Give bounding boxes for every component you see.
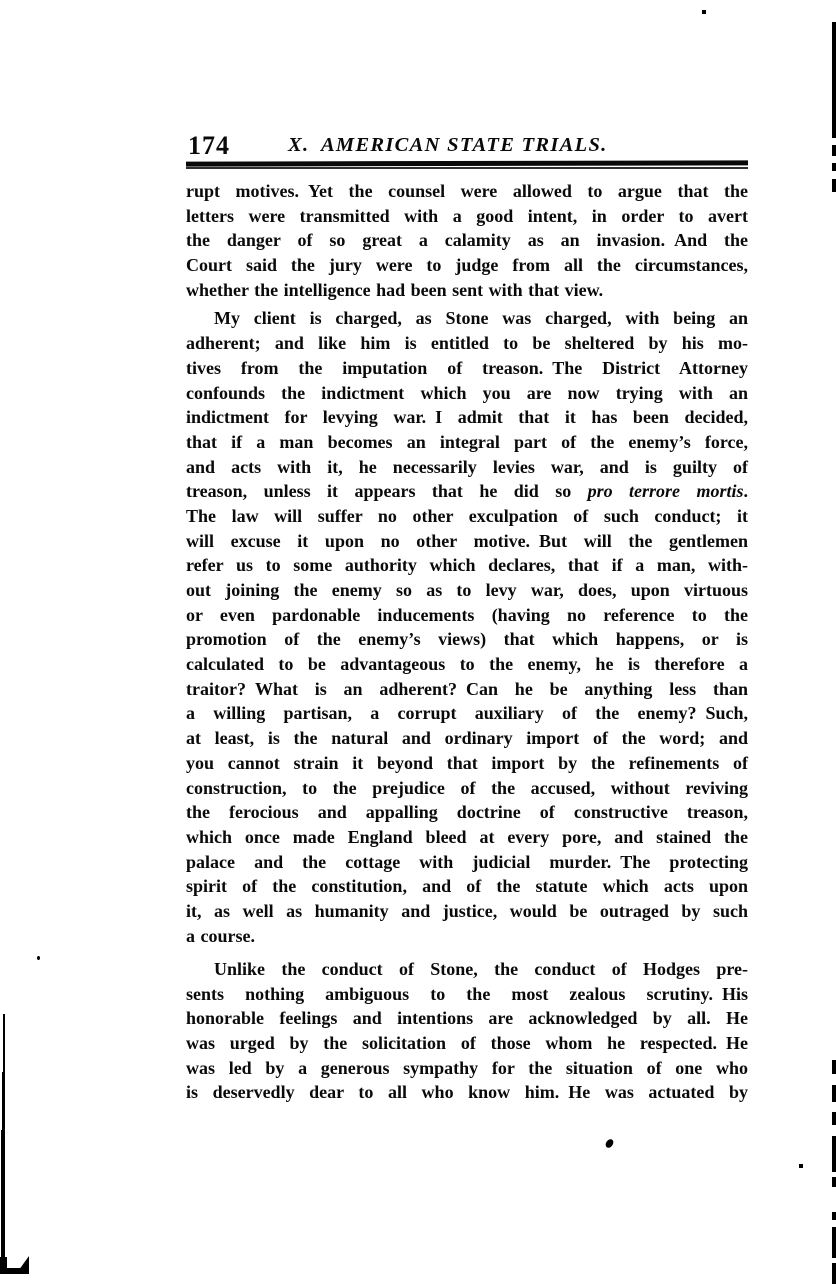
text-segment: . bbox=[743, 481, 748, 502]
ink-speck bbox=[799, 1164, 803, 1168]
text-line: traitor? What is an adherent? Can he be anything less than bbox=[186, 678, 748, 699]
text-line: a course. bbox=[186, 925, 255, 946]
text-line: calculated to be advantageous to the enemy, he is therefore a bbox=[186, 654, 748, 675]
text-line: My client is charged, as Stone was charged, with being an bbox=[214, 308, 748, 329]
text-line: spirit of the constitution, and of the statute which acts upon bbox=[186, 876, 748, 897]
latin-phrase: pro terrore mortis bbox=[587, 481, 744, 502]
scan-artifact-blob bbox=[16, 1256, 29, 1274]
text-line: tives from the imputation of treason. The District Attorney bbox=[186, 357, 748, 378]
text-line: was led by a generous sympathy for the situation of one who bbox=[186, 1057, 748, 1078]
text-line: is deservedly dear to all who know him. He was actuated by bbox=[186, 1082, 748, 1103]
text-line: which once made England bleed at every pore, and stained the bbox=[186, 826, 748, 847]
page-number: 174 bbox=[188, 131, 230, 160]
text-line: was urged by the solicitation of those whom he respected. He bbox=[186, 1032, 748, 1053]
text-line: or even pardonable inducements (having no reference to the bbox=[186, 604, 748, 625]
scan-artifact-edge-line bbox=[832, 1177, 836, 1187]
scan-artifact-edge-line bbox=[3, 1014, 5, 1074]
scan-artifact-edge-line bbox=[1, 1130, 5, 1259]
scan-artifact-edge-line bbox=[832, 1060, 836, 1074]
paragraph bbox=[186, 306, 748, 948]
text-line: adherent; and like him is entitled to be sheltered by his mo- bbox=[186, 333, 748, 354]
scan-artifact-edge-line bbox=[832, 179, 836, 192]
scan-artifact-edge-line bbox=[832, 1112, 836, 1125]
scan-artifact-edge-line bbox=[832, 22, 836, 138]
text-line bbox=[186, 479, 748, 504]
text-line: rupt motives. Yet the counsel were allowed to argue that the bbox=[186, 181, 748, 201]
scan-artifact-edge-line bbox=[832, 163, 836, 171]
text-line: The law will suffer no other exculpation of such conduct; it bbox=[186, 505, 748, 526]
text-line: whether the intelligence had been sent with that view. bbox=[186, 279, 604, 300]
text-line: a willing partisan, a corrupt auxiliary of the enemy? Such, bbox=[186, 703, 748, 724]
paragraph bbox=[186, 957, 748, 1105]
text-line: Court said the jury were to judge from all the circumstances, bbox=[186, 255, 748, 276]
header-rule-thick bbox=[186, 160, 748, 166]
text-line: at least, is the natural and ordinary import of the word; and bbox=[186, 728, 748, 749]
text-line: the ferocious and appalling doctrine of constructive treason, bbox=[186, 802, 748, 823]
scan-artifact-edge-line bbox=[2, 1072, 5, 1132]
scan-artifact-edge-line bbox=[832, 1085, 836, 1102]
text-line: indictment for levying war. I admit that it has been decided, bbox=[186, 407, 748, 428]
text-line: will excuse it upon no other motive. But will the gentlemen bbox=[186, 530, 748, 551]
running-title: X. AMERICAN STATE TRIALS. bbox=[288, 134, 608, 156]
text-line: refer us to some authority which declares, that if a man, with- bbox=[186, 555, 748, 576]
text-segment: treason, unless it appears that he did so bbox=[186, 481, 588, 502]
text-line: letters were transmitted with a good intent, in order to avert bbox=[186, 205, 748, 226]
ink-speck bbox=[37, 956, 40, 960]
paragraph bbox=[186, 179, 748, 302]
text-line: palace and the cottage with judicial murder. The protecting bbox=[186, 851, 748, 872]
scan-artifact-edge-line bbox=[832, 1136, 836, 1172]
scan-artifact-edge-line bbox=[832, 1263, 836, 1284]
text-line: you cannot strain it beyond that import by the refinements of bbox=[186, 752, 748, 773]
text-line: it, as well as humanity and justice, would be outraged by such bbox=[186, 900, 748, 921]
text-line: and acts with it, he necessarily levies war, and is guilty of bbox=[186, 456, 748, 477]
header-rule-thin bbox=[186, 167, 748, 169]
text-line: honorable feelings and intentions are acknowledged by all. He bbox=[186, 1008, 748, 1029]
text-line: confounds the indictment which you are now trying with an bbox=[186, 382, 748, 403]
scan-artifact-edge-line bbox=[832, 1212, 836, 1220]
scan-artifact-speck bbox=[702, 10, 706, 14]
ink-speck bbox=[605, 1138, 614, 1149]
text-line: promotion of the enemy’s views) that which happens, or is bbox=[186, 629, 748, 650]
text-line: that if a man becomes an integral part of the enemy’s force, bbox=[186, 431, 748, 452]
text-line: the danger of so great a calamity as an invasion. And the bbox=[186, 230, 748, 251]
text-line: out joining the enemy so as to levy war, does, upon virtuous bbox=[186, 580, 748, 600]
text-line: construction, to the prejudice of the accused, without reviving bbox=[186, 777, 748, 798]
scan-artifact-edge-line bbox=[832, 1227, 836, 1258]
text-line: Unlike the conduct of Stone, the conduct of Hodges pre- bbox=[214, 958, 748, 979]
scan-artifact-edge-line bbox=[832, 145, 836, 156]
text-column bbox=[186, 179, 748, 1105]
text-line: sents nothing ambiguous to the most zealous scrutiny. His bbox=[186, 983, 748, 1004]
